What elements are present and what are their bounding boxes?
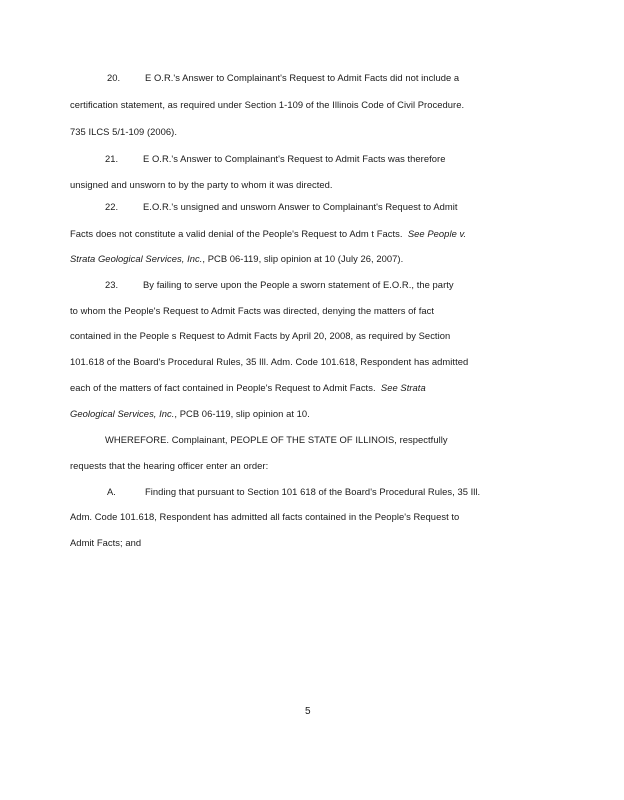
paragraph-text: , PCB 06-119, slip opinion at 10. bbox=[174, 408, 310, 419]
paragraph-23-line-6 bbox=[70, 408, 310, 420]
paragraph-number: 22. bbox=[105, 201, 119, 212]
item-a-line-3: Admit Facts; and bbox=[70, 537, 142, 548]
paragraph-21-line-2: unsigned and unsworn to by the party to whom it was directed. bbox=[70, 179, 333, 190]
paragraph-text: By failing to serve upon the People a sworn statement of E.O.R., the party bbox=[143, 279, 454, 290]
wherefore-line-1: WHEREFORE. Complainant, PEOPLE OF THE STATE OF ILLINOIS, respectfully bbox=[105, 434, 448, 445]
paragraph-20-line-3: 735 ILCS 5/1-109 (2006). bbox=[70, 126, 177, 137]
paragraph-20-line-2: certification statement, as required under Section 1-109 of the Illinois Code of Civil Procedure. bbox=[70, 99, 465, 110]
item-a-line-1 bbox=[107, 486, 480, 498]
paragraph-text: E.O.R.'s unsigned and unsworn Answer to Complainant's Request to Admit bbox=[143, 201, 458, 212]
paragraph-22-line-1 bbox=[105, 201, 458, 213]
item-a-line-2: Adm. Code 101.618, Respondent has admitted all facts contained in the People's Request to bbox=[70, 511, 460, 522]
wherefore-line-2: requests that the hearing officer enter an order: bbox=[70, 460, 269, 471]
paragraph-23-line-3: contained in the People s Request to Admit Facts by April 20, 2008, as required by Section bbox=[70, 330, 451, 341]
item-label: A. bbox=[107, 486, 116, 497]
paragraph-number: 23. bbox=[105, 279, 119, 290]
paragraph-21-line-1 bbox=[105, 153, 445, 165]
case-citation: See Strata bbox=[380, 382, 426, 393]
case-citation: See People v. bbox=[407, 228, 467, 239]
case-citation: Geological Services, Inc. bbox=[70, 408, 175, 419]
paragraph-22-line-3 bbox=[70, 253, 403, 265]
paragraph-text: E O.R.'s Answer to Complainant's Request to Admit Facts was therefore bbox=[143, 153, 446, 164]
page-number: 5 bbox=[305, 706, 311, 717]
paragraph-23-line-5 bbox=[70, 382, 426, 394]
paragraph-23-line-1 bbox=[105, 279, 454, 291]
paragraph-23-line-2: to whom the People's Request to Admit Facts was directed, denying the matters of fact bbox=[70, 305, 435, 316]
paragraph-number: 20. bbox=[107, 72, 121, 83]
case-citation: Strata Geological Services, Inc. bbox=[70, 253, 203, 264]
paragraph-number: 21. bbox=[105, 153, 119, 164]
paragraph-22-line-2 bbox=[70, 228, 466, 240]
paragraph-23-line-4: 101.618 of the Board's Procedural Rules, 35 Ill. Adm. Code 101.618, Respondent has admitted bbox=[70, 356, 469, 367]
paragraph-20-line-1 bbox=[107, 72, 459, 84]
paragraph-text: Facts does not constitute a valid denial of the People's Request to Adm t Facts. bbox=[70, 228, 403, 239]
paragraph-text: each of the matters of fact contained in People's Request to Admit Facts. bbox=[70, 382, 376, 393]
paragraph-text: , PCB 06-119, slip opinion at 10 (July 26, 2007). bbox=[202, 253, 404, 264]
item-text: Finding that pursuant to Section 101 618 of the Board's Procedural Rules, 35 Ill. bbox=[145, 486, 481, 497]
paragraph-text: E O.R.'s Answer to Complainant's Request to Admit Facts did not include a bbox=[145, 72, 460, 83]
